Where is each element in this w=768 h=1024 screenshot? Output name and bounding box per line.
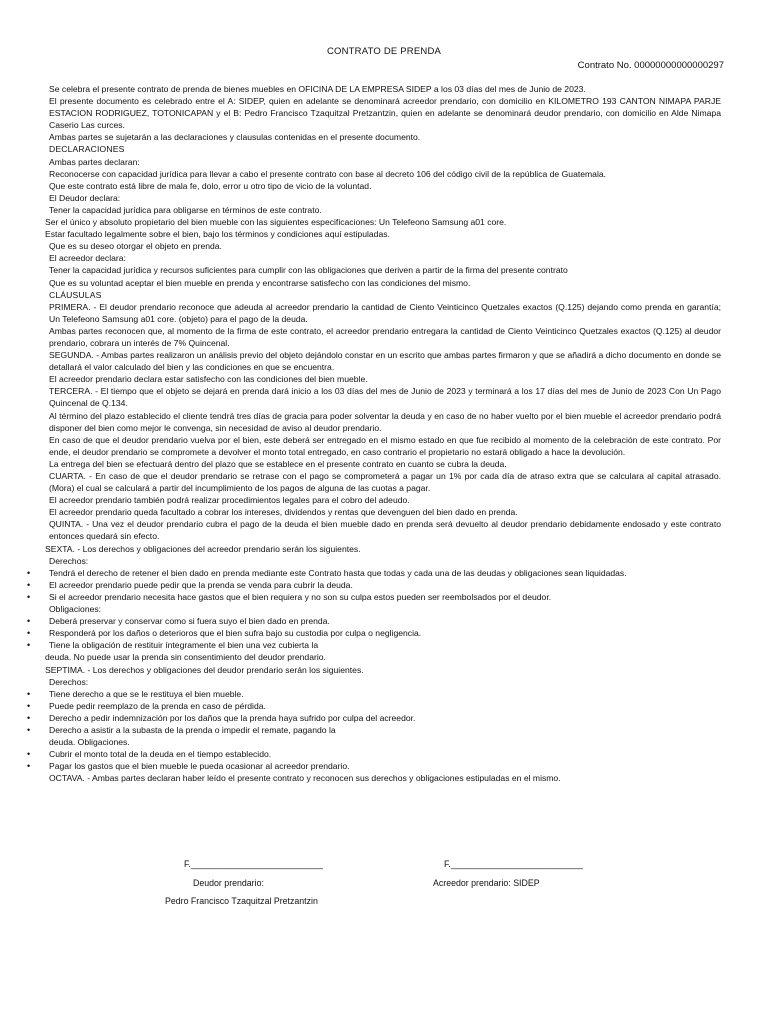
agreement-paragraph: Ambas partes se sujetarán a las declaraciones y clausulas contenidas en el presente documento.: [49, 132, 421, 143]
list-item: [27, 688, 721, 700]
list-item-text: El acreedor prendario puede pedir que la prenda se venda para cubrir la deuda.: [49, 579, 353, 590]
contract-body: [27, 83, 721, 784]
declaration-line: Que este contrato está libre de mala fe, dolo, error u otro tipo de vicio de la voluntad.: [49, 180, 372, 191]
bullet-icon: •: [27, 591, 31, 602]
clause-octava: OCTAVA. - Ambas partes declaran haber leído el presente contrato y reconocen sus derechos y obligaciones estipuladas en el mismo.: [49, 773, 561, 784]
bullet-icon: •: [27, 724, 31, 735]
signature-role-deudor: Deudor prendario:: [193, 878, 264, 888]
clause-tercera: TERCERA. - El tiempo que el objeto se dejará en prenda dará inicio a los 03 días del mes de Junio de 2023 y terminará a los 17 días del mes de Junio de 2023 Con Un Pago Quincenal de Q.134.: [49, 386, 721, 409]
list-item: [27, 724, 721, 736]
bullet-icon: •: [27, 567, 31, 578]
bullet-icon: •: [27, 628, 31, 639]
list-item-text: Derecho a pedir indemnización por los daños que la prenda haya sufrido por culpa del acreedor.: [49, 712, 416, 723]
clause-tercera-detail: La entrega del bien se efectuará dentro del plazo que se establece en el presente contrato en cuanto se cubra la deuda.: [49, 458, 507, 469]
clause-quinta: QUINTA. - Una vez el deudor prendario cubra el pago de la deuda el bien mueble dado en prenda será devuelto al deudor prendario debidamente endosado y este contrato entonces quedará sin efecto.: [49, 519, 721, 542]
list-item: [27, 591, 721, 603]
section-heading-clausulas: CLÁUSULAS: [49, 289, 102, 300]
clause-tercera-detail: Al término del plazo establecido el cliente tendrá tres días de gracia para poder solventar la deuda y en caso de no haber vuelto por el bien mueble el acreedor prendario podrá disponer del bien como mejor le convenga, sin necesidad de aviso al deudor prendario.: [49, 410, 721, 433]
list-item-text: Tiene la obligación de restituir íntegramente el bien una vez cubierta la: [49, 640, 319, 651]
list-item-text: Derecho a asistir a la subasta de la prenda o impedir el remate, pagando la: [49, 724, 336, 735]
clause-septima: SEPTIMA. - Los derechos y obligaciones del deudor prendario serán los siguientes.: [45, 664, 364, 675]
declaration-line: Ser el único y absoluto propietario del bien mueble con las siguientes especificaciones: Un Telefeono Samsung a01 core.: [45, 217, 507, 228]
subheading-deudor: El Deudor declara:: [49, 192, 121, 203]
list-item: [27, 748, 721, 760]
list-item-continuation: deuda. No puede usar la prenda sin consentimiento del deudor prendario.: [45, 652, 326, 663]
list-item: [27, 639, 721, 651]
declaration-line: Que es su voluntad aceptar el bien mueble en prenda y encontrarse satisfecho con las condiciones del mismo.: [49, 277, 471, 288]
clause-cuarta-detail: El acreedor prendario también podrá realizar procedimientos legales para el cobro del adeudo.: [49, 495, 410, 506]
subheading-derechos: Derechos:: [49, 676, 89, 687]
clause-cuarta: CUARTA. - En caso de que el deudor prendario se retrase con el pago se comprometerá a pagar un 1% por cada día de atraso extra que se calculara al capital atrasado. (Mora) el cual se calculará a partir del incumplimiento de los pagos de alguna de las cuotas a pagar.: [49, 471, 721, 494]
bullet-icon: •: [27, 700, 31, 711]
signature-line-deudor: F.___________________________: [184, 859, 323, 869]
subheading-ambas-partes: Ambas partes declaran:: [49, 156, 140, 167]
list-item: [27, 579, 721, 591]
bullet-icon: •: [27, 688, 31, 699]
clause-primera: PRIMERA. - El deudor prendario reconoce que adeuda al acreedor prendario la cantidad de Ciento Veinticinco Quetzales exactos (Q.125) dejando como prenda en garantía; Un Telefeono Samsung a01 core. (objeto) para el pago de la deuda.: [49, 301, 721, 324]
bullet-icon: •: [27, 712, 31, 723]
subheading-acreedor: El acreedor declara:: [49, 253, 126, 264]
signature-role-acreedor: Acreedor prendario: SIDEP: [433, 878, 540, 888]
list-item: [27, 615, 721, 627]
contract-number: Contrato No. 00000000000000297: [577, 60, 724, 71]
declaration-line: Estar facultado legalmente sobre el bien, bajo los términos y condiciones aquí estipuladas.: [45, 229, 390, 240]
list-item: [27, 760, 721, 772]
list-item-text: Cubrir el monto total de la deuda en el tiempo establecido.: [49, 749, 272, 760]
bullet-icon: •: [27, 579, 31, 590]
list-item-text: Deberá preservar y conservar como si fuera suyo el bien dado en prenda.: [49, 616, 330, 627]
declaration-line: Tener la capacidad jurídica para obligarse en términos de este contrato.: [49, 204, 322, 215]
section-heading-declaraciones: DECLARACIONES: [49, 144, 125, 155]
clause-segunda: SEGUNDA. - Ambas partes realizaron un análisis previo del objeto dejándolo constar en un escrito que ambas partes firmaron y que se añadirá a dicho documento en donde se detallará el valor calculado del bien y las condiciones en que se encuentra.: [49, 350, 721, 373]
list-item-text: Puede pedir reemplazo de la prenda en caso de pérdida.: [49, 700, 266, 711]
declaration-line: Reconocerse con capacidad jurídica para llevar a cabo el presente contrato con base al decreto 106 del código civil de la república de Guatemala.: [49, 168, 607, 179]
clause-sexta: SEXTA. - Los derechos y obligaciones del acreedor prendario serán los siguientes.: [45, 543, 361, 554]
list-item-text: Tendrá el derecho de retener el bien dado en prenda mediante este Contrato hasta que todas y cada una de las deudas y obligaciones sean liquidadas.: [49, 567, 627, 578]
clause-tercera-detail: En caso de que el deudor prendario vuelva por el bien, este deberá ser entregado en el mismo estado en que fue recibido al momento de la celebración de este contrato. Por ende, el deudor prendario se compromete a devolver el monto total entregado, en caso contrario el propietario no estará obligado a hace la devolución.: [49, 434, 721, 457]
subheading-obligaciones: Obligaciones:: [49, 604, 102, 615]
bullet-icon: •: [27, 616, 31, 627]
clause-primera-detail: Ambas partes reconocen que, al momento de la firma de este contrato, el acreedor prendario entregara la cantidad de Ciento Veinticinco Quetzales exactos (Q.125) al deudor prendario, cobrara un interés de 7% Quincenal.: [49, 325, 721, 348]
signature-name-deudor: Pedro Francisco Tzaquitzal Pretzantzin: [165, 896, 318, 906]
clause-segunda-detail: El acreedor prendario declara estar satisfecho con las condiciones del bien mueble.: [49, 374, 368, 385]
bullet-icon: •: [27, 761, 31, 772]
clause-cuarta-detail: El acreedor prendario queda facultado a cobrar los intereses, dividendos y rentas que devenguen del bien dado en prenda.: [49, 507, 518, 518]
list-item: [27, 627, 721, 639]
list-item: [27, 700, 721, 712]
list-item-text: Si el acreedor prendario necesita hace gastos que el bien requiera y no son su culpa estos pueden ser reembolsados por el deudor.: [49, 591, 552, 602]
subheading-derechos: Derechos:: [49, 555, 89, 566]
declaration-line: Que es su deseo otorgar el objeto en prenda.: [49, 241, 222, 252]
bullet-icon: •: [27, 749, 31, 760]
signature-line-acreedor: F.___________________________: [444, 859, 583, 869]
parties-paragraph: El presente documento es celebrado entre el A: SIDEP, quien en adelante se denominará acreedor prendario, con domicilio en KILOMETRO 193 CANTON NIMAPA PARJE ESTACION RODRIGUEZ, TOTONICAPAN y el B: Pedro Francisco Tzaquitzal Pretzantzin, quien en adelante se denominará deudor prendario, con domicilio en Alde Nimapa Caserio Las curces.: [49, 96, 721, 131]
list-item-continuation: deuda. Obligaciones.: [49, 737, 130, 748]
bullet-icon: •: [27, 640, 31, 651]
list-item-text: Pagar los gastos que el bien mueble le pueda ocasionar al acreedor prendario.: [49, 761, 350, 772]
list-item: [27, 567, 721, 579]
document-title: CONTRATO DE PRENDA: [326, 46, 442, 57]
intro-paragraph: Se celebra el presente contrato de prenda de bienes muebles en OFICINA DE LA EMPRESA SIDEP a los 03 días del mes de Junio de 2023.: [49, 84, 586, 94]
list-item-text: Tiene derecho a que se le restituya el bien mueble.: [49, 688, 244, 699]
declaration-line: Tener la capacidad jurídica y recursos suficientes para cumplir con las obligaciones que deriven a partir de la firma del presente contrato: [49, 265, 568, 276]
list-item: [27, 712, 721, 724]
list-item-text: Responderá por los daños o deterioros que el bien sufra bajo su custodia por culpa o negligencia.: [49, 628, 422, 639]
